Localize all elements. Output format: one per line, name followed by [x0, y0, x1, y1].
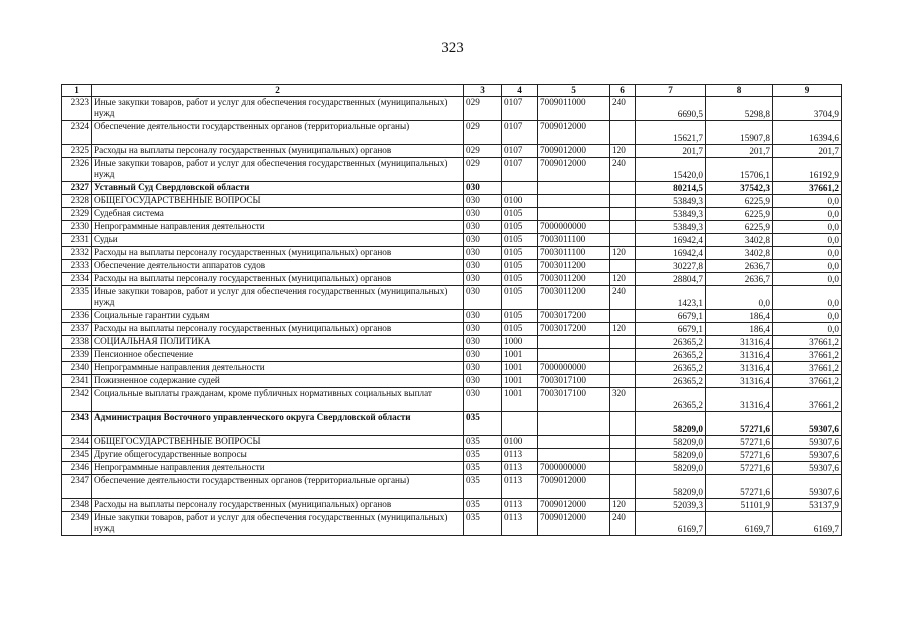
row-number-cell: 2349	[62, 512, 92, 536]
item-name-cell: Социальные выплаты гражданам, кроме публичных нормативных социальных выплат	[92, 388, 464, 412]
target-article-cell: 7009012000	[538, 121, 610, 145]
amount-year3-cell: 37661,2	[773, 349, 842, 362]
expense-type-cell: 120	[610, 499, 636, 512]
item-name-cell: ОБЩЕГОСУДАРСТВЕННЫЕ ВОПРОСЫ	[92, 195, 464, 208]
expense-type-cell: 120	[610, 273, 636, 286]
header-cell: 7	[636, 85, 706, 97]
table-row	[62, 388, 842, 412]
target-article-cell	[538, 449, 610, 462]
amount-year3-cell: 37661,2	[773, 388, 842, 412]
amount-year1-cell: 30227,8	[636, 260, 706, 273]
amount-year1-cell: 52039,3	[636, 499, 706, 512]
amount-year3-cell: 6169,7	[773, 512, 842, 536]
expense-type-cell	[610, 260, 636, 273]
row-number-cell: 2348	[62, 499, 92, 512]
target-article-cell: 7003017200	[538, 323, 610, 336]
item-name-cell: Администрация Восточного управленческого округа Свердловской области	[92, 412, 464, 436]
item-name-cell: Расходы на выплаты персоналу государственных (муниципальных) органов	[92, 145, 464, 158]
target-article-cell: 7003017100	[538, 375, 610, 388]
amount-year1-cell: 15621,7	[636, 121, 706, 145]
amount-year2-cell: 57271,6	[706, 449, 773, 462]
header-row	[62, 85, 842, 97]
amount-year3-cell: 53137,9	[773, 499, 842, 512]
table-row	[62, 323, 842, 336]
expense-type-cell: 320	[610, 388, 636, 412]
table-body	[62, 97, 842, 536]
amount-year3-cell: 0,0	[773, 234, 842, 247]
item-name-cell: Пожизненное содержание судей	[92, 375, 464, 388]
row-number-cell: 2325	[62, 145, 92, 158]
department-code-cell: 030	[464, 286, 502, 310]
target-article-cell: 7003011100	[538, 247, 610, 260]
section-code-cell: 1001	[502, 388, 538, 412]
section-code-cell: 0105	[502, 234, 538, 247]
amount-year2-cell: 6169,7	[706, 512, 773, 536]
item-name-cell: ОБЩЕГОСУДАРСТВЕННЫЕ ВОПРОСЫ	[92, 436, 464, 449]
expense-type-cell	[610, 221, 636, 234]
expense-type-cell: 240	[610, 286, 636, 310]
amount-year1-cell: 26365,2	[636, 375, 706, 388]
amount-year1-cell: 26365,2	[636, 336, 706, 349]
header-cell: 8	[706, 85, 773, 97]
section-code-cell: 0105	[502, 310, 538, 323]
department-code-cell: 030	[464, 349, 502, 362]
target-article-cell: 7000000000	[538, 221, 610, 234]
department-code-cell: 029	[464, 158, 502, 182]
department-code-cell: 030	[464, 195, 502, 208]
expense-type-cell	[610, 336, 636, 349]
expense-type-cell	[610, 475, 636, 499]
section-code-cell: 1001	[502, 349, 538, 362]
department-code-cell: 030	[464, 336, 502, 349]
table-row	[62, 362, 842, 375]
department-code-cell: 035	[464, 449, 502, 462]
item-name-cell: Уставный Суд Свердловской области	[92, 182, 464, 195]
amount-year3-cell: 37661,2	[773, 336, 842, 349]
expense-type-cell	[610, 182, 636, 195]
amount-year2-cell: 201,7	[706, 145, 773, 158]
expense-type-cell	[610, 462, 636, 475]
row-number-cell: 2342	[62, 388, 92, 412]
item-name-cell: Иные закупки товаров, работ и услуг для обеспечения государственных (муниципальных) нужд	[92, 158, 464, 182]
amount-year3-cell: 0,0	[773, 247, 842, 260]
amount-year2-cell: 2636,7	[706, 273, 773, 286]
amount-year3-cell: 37661,2	[773, 375, 842, 388]
amount-year1-cell: 201,7	[636, 145, 706, 158]
target-article-cell: 7003011200	[538, 260, 610, 273]
amount-year3-cell: 59307,6	[773, 436, 842, 449]
department-code-cell: 030	[464, 260, 502, 273]
amount-year3-cell: 0,0	[773, 310, 842, 323]
target-article-cell	[538, 208, 610, 221]
section-code-cell: 0113	[502, 499, 538, 512]
section-code-cell: 0113	[502, 475, 538, 499]
amount-year1-cell: 16942,4	[636, 234, 706, 247]
amount-year1-cell: 53849,3	[636, 221, 706, 234]
target-article-cell	[538, 436, 610, 449]
expense-type-cell	[610, 234, 636, 247]
row-number-cell: 2345	[62, 449, 92, 462]
expense-type-cell	[610, 208, 636, 221]
section-code-cell: 0105	[502, 208, 538, 221]
amount-year1-cell: 15420,0	[636, 158, 706, 182]
table-row	[62, 475, 842, 499]
amount-year2-cell: 31316,4	[706, 336, 773, 349]
amount-year1-cell: 6679,1	[636, 323, 706, 336]
department-code-cell: 035	[464, 499, 502, 512]
amount-year2-cell: 6225,9	[706, 221, 773, 234]
department-code-cell: 030	[464, 208, 502, 221]
amount-year2-cell: 3402,8	[706, 247, 773, 260]
table-row	[62, 182, 842, 195]
section-code-cell: 0107	[502, 145, 538, 158]
amount-year3-cell: 59307,6	[773, 462, 842, 475]
expense-type-cell	[610, 195, 636, 208]
department-code-cell: 030	[464, 234, 502, 247]
table-row	[62, 195, 842, 208]
item-name-cell: Судебная система	[92, 208, 464, 221]
row-number-cell: 2339	[62, 349, 92, 362]
row-number-cell: 2340	[62, 362, 92, 375]
item-name-cell: Иные закупки товаров, работ и услуг для обеспечения государственных (муниципальных) нужд	[92, 286, 464, 310]
table-row	[62, 436, 842, 449]
section-code-cell: 0105	[502, 286, 538, 310]
section-code-cell: 0105	[502, 247, 538, 260]
target-article-cell	[538, 349, 610, 362]
amount-year1-cell: 58209,0	[636, 449, 706, 462]
amount-year2-cell: 6225,9	[706, 208, 773, 221]
row-number-cell: 2323	[62, 97, 92, 121]
target-article-cell	[538, 195, 610, 208]
target-article-cell	[538, 182, 610, 195]
expense-type-cell: 120	[610, 247, 636, 260]
table-row	[62, 449, 842, 462]
row-number-cell: 2338	[62, 336, 92, 349]
row-number-cell: 2344	[62, 436, 92, 449]
amount-year2-cell: 0,0	[706, 286, 773, 310]
amount-year1-cell: 58209,0	[636, 475, 706, 499]
amount-year3-cell: 59307,6	[773, 449, 842, 462]
amount-year1-cell: 16942,4	[636, 247, 706, 260]
department-code-cell: 030	[464, 362, 502, 375]
amount-year1-cell: 58209,0	[636, 436, 706, 449]
item-name-cell: Расходы на выплаты персоналу государственных (муниципальных) органов	[92, 247, 464, 260]
table-row	[62, 121, 842, 145]
amount-year2-cell: 57271,6	[706, 412, 773, 436]
item-name-cell: Расходы на выплаты персоналу государственных (муниципальных) органов	[92, 499, 464, 512]
amount-year2-cell: 5298,8	[706, 97, 773, 121]
row-number-cell: 2337	[62, 323, 92, 336]
section-code-cell: 0105	[502, 273, 538, 286]
row-number-cell: 2335	[62, 286, 92, 310]
amount-year2-cell: 15907,8	[706, 121, 773, 145]
amount-year2-cell: 57271,6	[706, 436, 773, 449]
item-name-cell: СОЦИАЛЬНАЯ ПОЛИТИКА	[92, 336, 464, 349]
amount-year2-cell: 31316,4	[706, 362, 773, 375]
header-cell: 1	[62, 85, 92, 97]
item-name-cell: Другие общегосударственные вопросы	[92, 449, 464, 462]
department-code-cell: 030	[464, 182, 502, 195]
row-number-cell: 2326	[62, 158, 92, 182]
row-number-cell: 2330	[62, 221, 92, 234]
row-number-cell: 2343	[62, 412, 92, 436]
table-row	[62, 97, 842, 121]
item-name-cell: Социальные гарантии судьям	[92, 310, 464, 323]
amount-year2-cell: 57271,6	[706, 475, 773, 499]
section-code-cell: 0113	[502, 462, 538, 475]
table-row	[62, 221, 842, 234]
header-cell: 6	[610, 85, 636, 97]
section-code-cell: 1000	[502, 336, 538, 349]
amount-year3-cell: 0,0	[773, 208, 842, 221]
table-row	[62, 462, 842, 475]
department-code-cell: 035	[464, 475, 502, 499]
amount-year2-cell: 15706,1	[706, 158, 773, 182]
amount-year2-cell: 2636,7	[706, 260, 773, 273]
row-number-cell: 2341	[62, 375, 92, 388]
section-code-cell: 0105	[502, 221, 538, 234]
section-code-cell: 1001	[502, 375, 538, 388]
amount-year3-cell: 37661,2	[773, 182, 842, 195]
amount-year1-cell: 28804,7	[636, 273, 706, 286]
expense-type-cell	[610, 121, 636, 145]
item-name-cell: Обеспечение деятельности аппаратов судов	[92, 260, 464, 273]
amount-year3-cell: 16192,9	[773, 158, 842, 182]
table-row	[62, 412, 842, 436]
item-name-cell: Непрограммные направления деятельности	[92, 221, 464, 234]
expense-type-cell: 240	[610, 512, 636, 536]
amount-year3-cell: 3704,9	[773, 97, 842, 121]
amount-year3-cell: 16394,6	[773, 121, 842, 145]
section-code-cell	[502, 182, 538, 195]
row-number-cell: 2333	[62, 260, 92, 273]
amount-year2-cell: 51101,9	[706, 499, 773, 512]
row-number-cell: 2334	[62, 273, 92, 286]
amount-year1-cell: 53849,3	[636, 208, 706, 221]
amount-year1-cell: 1423,1	[636, 286, 706, 310]
department-code-cell: 030	[464, 247, 502, 260]
department-code-cell: 029	[464, 145, 502, 158]
target-article-cell: 7003011200	[538, 273, 610, 286]
amount-year2-cell: 3402,8	[706, 234, 773, 247]
row-number-cell: 2327	[62, 182, 92, 195]
expense-type-cell: 240	[610, 158, 636, 182]
section-code-cell: 0100	[502, 436, 538, 449]
item-name-cell: Обеспечение деятельности государственных органов (территориальные органы)	[92, 475, 464, 499]
row-number-cell: 2329	[62, 208, 92, 221]
section-code-cell: 0107	[502, 121, 538, 145]
table-row	[62, 310, 842, 323]
expense-type-cell	[610, 449, 636, 462]
budget-table	[61, 84, 842, 536]
table-row	[62, 349, 842, 362]
expense-type-cell: 240	[610, 97, 636, 121]
expense-type-cell	[610, 362, 636, 375]
amount-year2-cell: 31316,4	[706, 375, 773, 388]
amount-year1-cell: 58209,0	[636, 412, 706, 436]
item-name-cell: Иные закупки товаров, работ и услуг для обеспечения государственных (муниципальных) нужд	[92, 97, 464, 121]
amount-year3-cell: 0,0	[773, 273, 842, 286]
amount-year3-cell: 0,0	[773, 323, 842, 336]
department-code-cell: 035	[464, 512, 502, 536]
section-code-cell: 0107	[502, 158, 538, 182]
amount-year1-cell: 6679,1	[636, 310, 706, 323]
amount-year2-cell: 186,4	[706, 323, 773, 336]
header-cell: 5	[538, 85, 610, 97]
table-row	[62, 145, 842, 158]
target-article-cell	[538, 412, 610, 436]
department-code-cell: 029	[464, 121, 502, 145]
table-row	[62, 234, 842, 247]
amount-year1-cell: 58209,0	[636, 462, 706, 475]
section-code-cell: 1001	[502, 362, 538, 375]
row-number-cell: 2347	[62, 475, 92, 499]
department-code-cell: 035	[464, 462, 502, 475]
amount-year1-cell: 53849,3	[636, 195, 706, 208]
row-number-cell: 2346	[62, 462, 92, 475]
item-name-cell: Иные закупки товаров, работ и услуг для обеспечения государственных (муниципальных) нужд	[92, 512, 464, 536]
item-name-cell: Обеспечение деятельности государственных органов (территориальные органы)	[92, 121, 464, 145]
section-code-cell	[502, 412, 538, 436]
amount-year3-cell: 201,7	[773, 145, 842, 158]
header-cell: 3	[464, 85, 502, 97]
section-code-cell: 0107	[502, 97, 538, 121]
target-article-cell: 7003011100	[538, 234, 610, 247]
target-article-cell: 7003017200	[538, 310, 610, 323]
amount-year1-cell: 80214,5	[636, 182, 706, 195]
item-name-cell: Расходы на выплаты персоналу государственных (муниципальных) органов	[92, 273, 464, 286]
amount-year3-cell: 0,0	[773, 221, 842, 234]
table-row	[62, 247, 842, 260]
target-article-cell: 7003017100	[538, 388, 610, 412]
amount-year2-cell: 186,4	[706, 310, 773, 323]
target-article-cell: 7009012000	[538, 499, 610, 512]
row-number-cell: 2331	[62, 234, 92, 247]
row-number-cell: 2336	[62, 310, 92, 323]
amount-year1-cell: 26365,2	[636, 349, 706, 362]
amount-year2-cell: 31316,4	[706, 388, 773, 412]
table-row	[62, 260, 842, 273]
item-name-cell: Непрограммные направления деятельности	[92, 362, 464, 375]
amount-year3-cell: 59307,6	[773, 475, 842, 499]
table-row	[62, 512, 842, 536]
expense-type-cell	[610, 436, 636, 449]
amount-year1-cell: 26365,2	[636, 362, 706, 375]
row-number-cell: 2332	[62, 247, 92, 260]
section-code-cell: 0105	[502, 323, 538, 336]
section-code-cell: 0113	[502, 449, 538, 462]
header-cell: 2	[92, 85, 464, 97]
target-article-cell: 7000000000	[538, 462, 610, 475]
amount-year2-cell: 57271,6	[706, 462, 773, 475]
section-code-cell: 0100	[502, 195, 538, 208]
header-cell: 4	[502, 85, 538, 97]
department-code-cell: 030	[464, 375, 502, 388]
table-row	[62, 286, 842, 310]
department-code-cell: 030	[464, 323, 502, 336]
target-article-cell	[538, 336, 610, 349]
amount-year3-cell: 0,0	[773, 286, 842, 310]
department-code-cell: 029	[464, 97, 502, 121]
amount-year2-cell: 31316,4	[706, 349, 773, 362]
expense-type-cell: 120	[610, 323, 636, 336]
page-number: 323	[441, 40, 464, 56]
target-article-cell: 7009012000	[538, 158, 610, 182]
expense-type-cell	[610, 412, 636, 436]
row-number-cell: 2324	[62, 121, 92, 145]
amount-year1-cell: 6169,7	[636, 512, 706, 536]
item-name-cell: Судьи	[92, 234, 464, 247]
target-article-cell: 7009012000	[538, 145, 610, 158]
expense-type-cell	[610, 375, 636, 388]
header-cell: 9	[773, 85, 842, 97]
target-article-cell: 7009011000	[538, 97, 610, 121]
expense-type-cell	[610, 310, 636, 323]
expense-type-cell: 120	[610, 145, 636, 158]
amount-year2-cell: 37542,3	[706, 182, 773, 195]
department-code-cell: 030	[464, 273, 502, 286]
amount-year3-cell: 0,0	[773, 195, 842, 208]
target-article-cell: 7009012000	[538, 512, 610, 536]
amount-year3-cell: 59307,6	[773, 412, 842, 436]
amount-year1-cell: 26365,2	[636, 388, 706, 412]
table-row	[62, 499, 842, 512]
section-code-cell: 0113	[502, 512, 538, 536]
item-name-cell: Непрограммные направления деятельности	[92, 462, 464, 475]
amount-year1-cell: 6690,5	[636, 97, 706, 121]
department-code-cell: 030	[464, 388, 502, 412]
amount-year2-cell: 6225,9	[706, 195, 773, 208]
table-row	[62, 375, 842, 388]
target-article-cell: 7009012000	[538, 475, 610, 499]
table-row	[62, 336, 842, 349]
department-code-cell: 030	[464, 221, 502, 234]
department-code-cell: 035	[464, 436, 502, 449]
table-row	[62, 273, 842, 286]
table-row	[62, 208, 842, 221]
target-article-cell: 7000000000	[538, 362, 610, 375]
expense-type-cell	[610, 349, 636, 362]
section-code-cell: 0105	[502, 260, 538, 273]
item-name-cell: Расходы на выплаты персоналу государственных (муниципальных) органов	[92, 323, 464, 336]
table-row	[62, 158, 842, 182]
department-code-cell: 035	[464, 412, 502, 436]
amount-year3-cell: 0,0	[773, 260, 842, 273]
department-code-cell: 030	[464, 310, 502, 323]
target-article-cell: 7003011200	[538, 286, 610, 310]
item-name-cell: Пенсионное обеспечение	[92, 349, 464, 362]
amount-year3-cell: 37661,2	[773, 362, 842, 375]
row-number-cell: 2328	[62, 195, 92, 208]
